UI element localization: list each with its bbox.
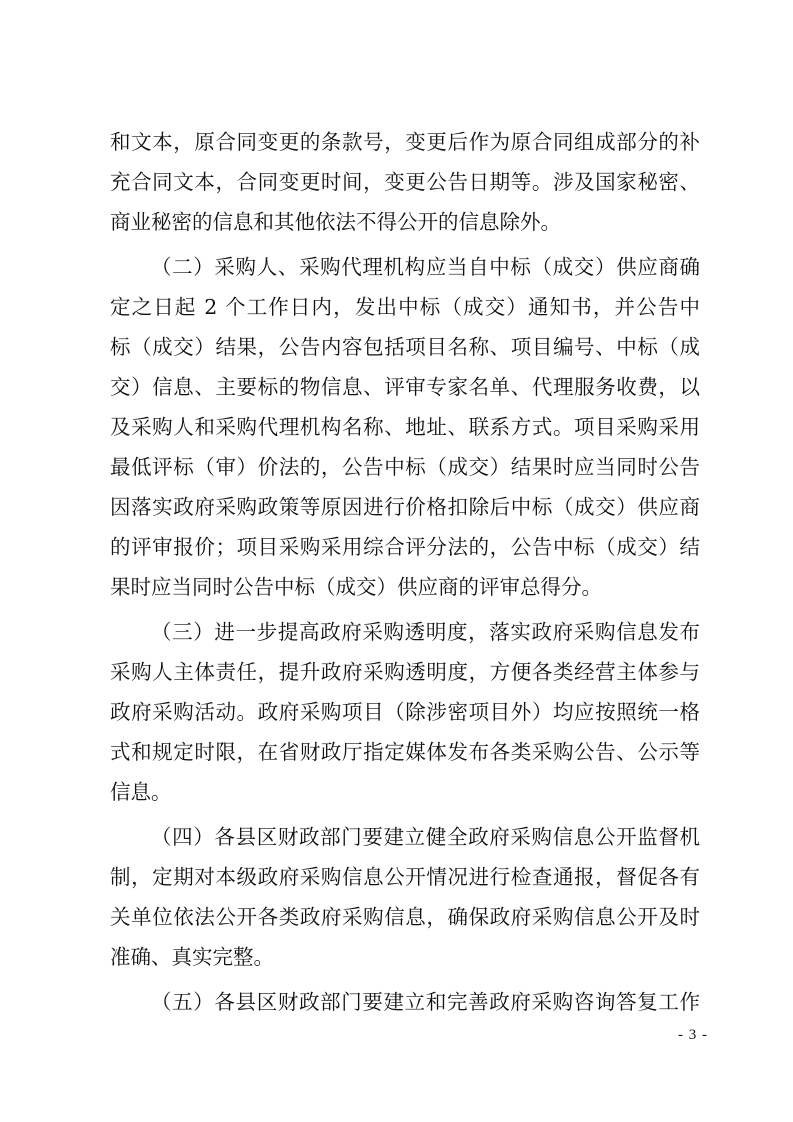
text-line: 的评审报价；项目采购采用综合评分法的，公告中标（成交）结 [110, 535, 700, 559]
text-line: 政府采购活动。政府采购项目（除涉密项目外）均应按照统一格 [110, 700, 700, 724]
text-line: 准确、真实完整。 [110, 945, 274, 969]
text-line: 充合同文本，合同变更时间，变更公告日期等。涉及国家秘密、 [110, 170, 700, 194]
text-line: 定之日起 2 个工作日内，发出中标（成交）通知书，并公告中 [110, 295, 700, 319]
text-line: 和文本，原合同变更的条款号，变更后作为原合同组成部分的补 [110, 130, 700, 154]
paragraph-start-line: （二）采购人、采购代理机构应当自中标（成交）供应商确 [151, 255, 700, 279]
page-number: - 3 - [678, 1027, 708, 1043]
text-line: 交）信息、主要标的物信息、评审专家名单、代理服务收费，以 [110, 375, 700, 399]
text-line: 信息。 [110, 780, 172, 804]
paragraph-start-line: （四）各县区财政部门要建立健全政府采购信息公开监督机 [151, 825, 700, 849]
text-line: 关单位依法公开各类政府采购信息，确保政府采购信息公开及时 [110, 905, 700, 929]
text-line: 商业秘密的信息和其他依法不得公开的信息除外。 [110, 210, 561, 234]
text-line: 式和规定时限，在省财政厅指定媒体发布各类采购公告、公示等 [110, 740, 700, 764]
text-line: 制，定期对本级政府采购信息公开情况进行检查通报，督促各有 [110, 865, 700, 889]
paragraph-start-line: （三）进一步提高政府采购透明度，落实政府采购信息发布 [151, 620, 700, 644]
text-line: 标（成交）结果，公告内容包括项目名称、项目编号、中标（成 [110, 335, 700, 359]
text-line: 采购人主体责任，提升政府采购透明度，方便各类经营主体参与 [110, 660, 700, 684]
text-line: 最低评标（审）价法的，公告中标（成交）结果时应当同时公告 [110, 455, 700, 479]
paragraph-start-line: （五）各县区财政部门要建立和完善政府采购咨询答复工作 [151, 990, 700, 1014]
text-line: 及采购人和采购代理机构名称、地址、联系方式。项目采购采用 [110, 415, 700, 439]
document-body [110, 122, 700, 1022]
text-line: 果时应当同时公告中标（成交）供应商的评审总得分。 [110, 575, 602, 599]
text-line: 因落实政府采购政策等原因进行价格扣除后中标（成交）供应商 [110, 495, 700, 519]
